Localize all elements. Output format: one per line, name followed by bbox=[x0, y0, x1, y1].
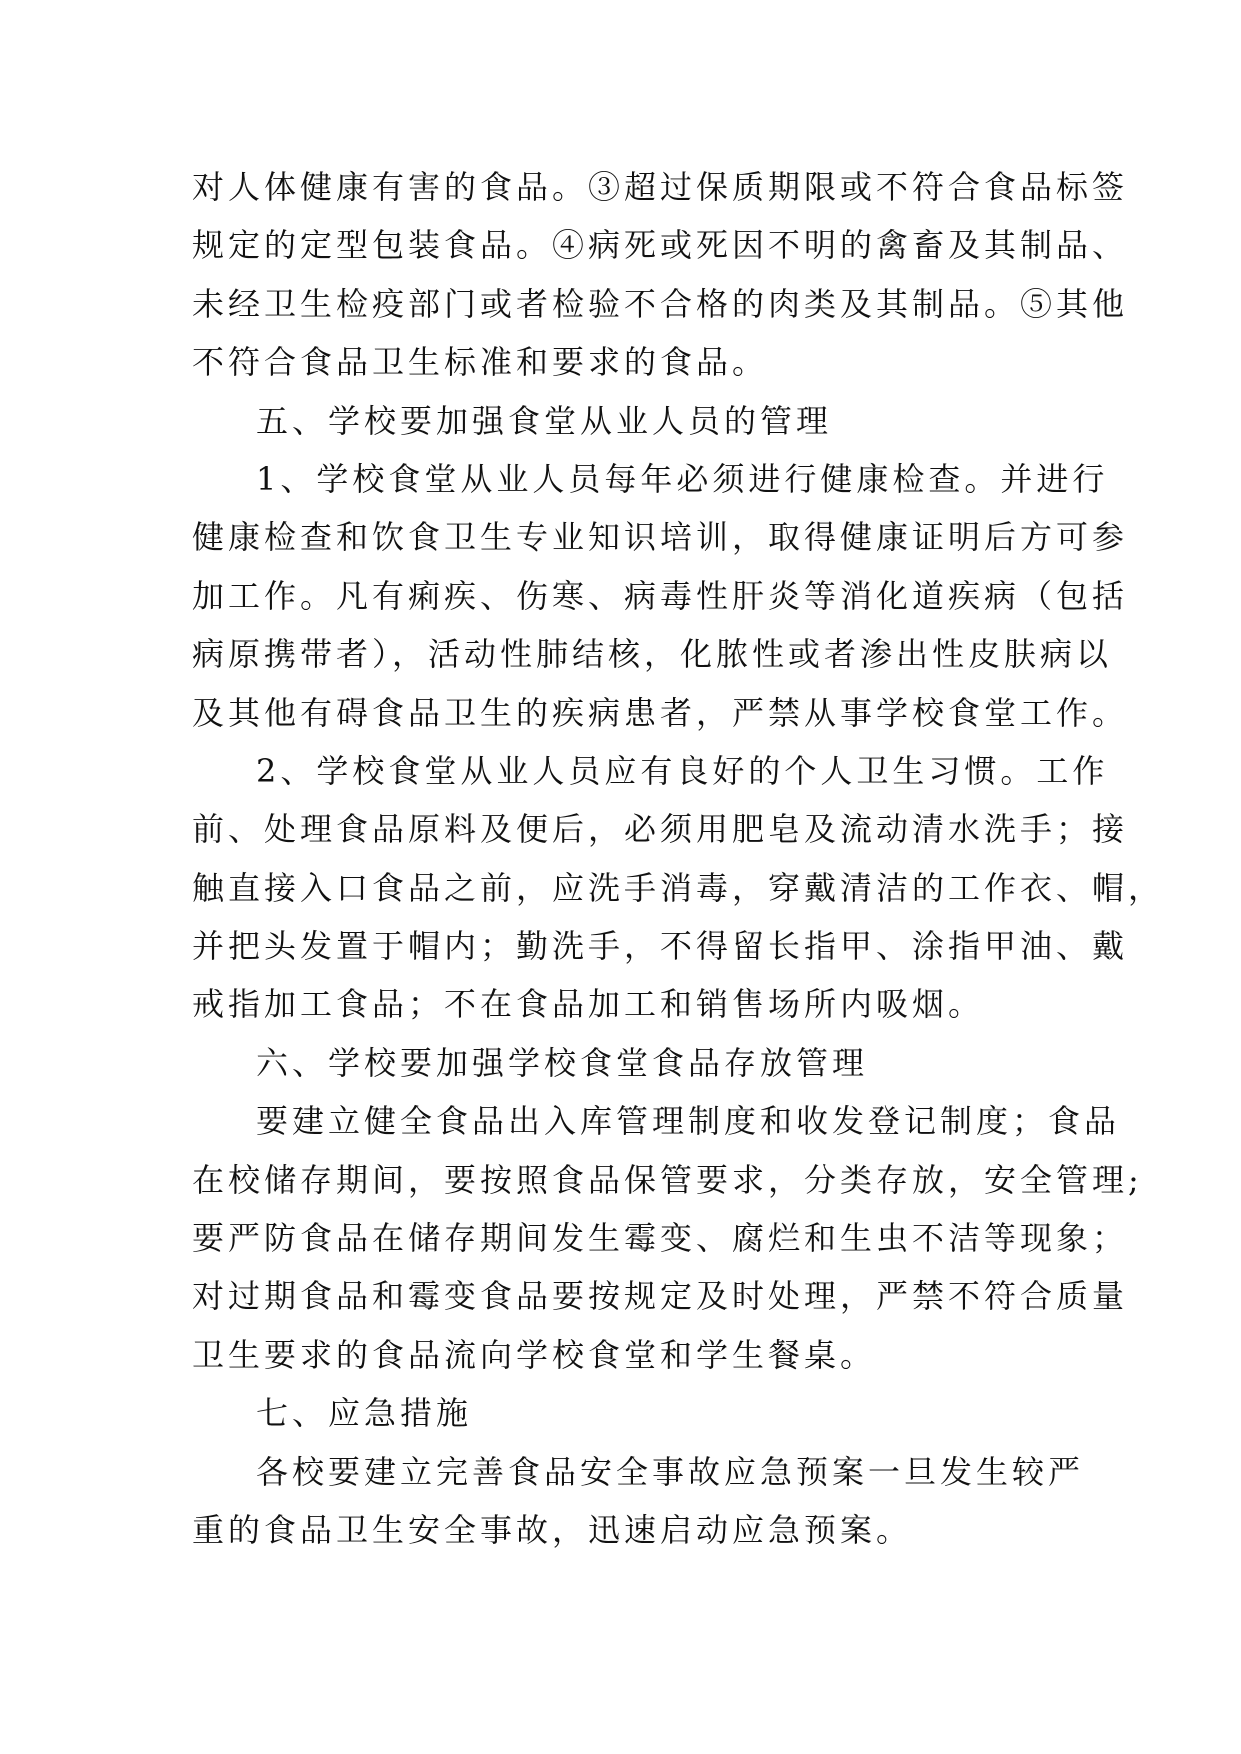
text-line: 病原携带者），活动性肺结核，化脓性或者渗出性皮肤病以 bbox=[192, 635, 1113, 674]
text-line: 重的食品卫生安全事故，迅速启动应急预案。 bbox=[192, 1510, 913, 1549]
text-line: 对过期食品和霉变食品要按规定及时处理，严禁不符合质量 bbox=[192, 1277, 1129, 1316]
section-heading: 六、学校要加强学校食堂食品存放管理 bbox=[256, 1043, 869, 1082]
text-line: 规定的定型包装食品。④病死或死因不明的禽畜及其制品、 bbox=[192, 226, 1129, 265]
text-line: 在校储存期间，要按照食品保管要求，分类存放，安全管理; bbox=[192, 1160, 1143, 1199]
text-line: 卫生要求的食品流向学校食堂和学生餐桌。 bbox=[192, 1335, 877, 1374]
text-line: 未经卫生检疫部门或者检验不合格的肉类及其制品。⑤其他 bbox=[192, 284, 1129, 323]
text-line: 要严防食品在储存期间发生霉变、腐烂和生虫不洁等现象； bbox=[192, 1219, 1129, 1258]
text-line: 前、处理食品原料及便后，必须用肥皂及流动清水洗手；接 bbox=[192, 810, 1129, 849]
text-line: 并把头发置于帽内；勤洗手，不得留长指甲、涂指甲油、戴 bbox=[192, 927, 1129, 966]
text-line: 2、学校食堂从业人员应有良好的个人卫生习惯。工作 bbox=[256, 751, 1109, 790]
document-body bbox=[192, 158, 1165, 1559]
section-heading: 五、学校要加强食堂从业人员的管理 bbox=[256, 401, 833, 440]
text-line: 各校要建立完善食品安全事故应急预案一旦发生较严 bbox=[256, 1452, 1085, 1491]
text-line: 戒指加工食品；不在食品加工和销售场所内吸烟。 bbox=[192, 985, 985, 1024]
text-line: 健康检查和饮食卫生专业知识培训，取得健康证明后方可参 bbox=[192, 518, 1129, 557]
text-line: 加工作。凡有痢疾、伤寒、病毒性肝炎等消化道疾病（包括 bbox=[192, 576, 1129, 615]
section-heading: 七、应急措施 bbox=[256, 1394, 473, 1433]
text-line: 1、学校食堂从业人员每年必须进行健康检查。并进行 bbox=[256, 459, 1109, 498]
text-line: 触直接入口食品之前，应洗手消毒，穿戴清洁的工作衣、帽， bbox=[192, 868, 1165, 907]
text-line: 对人体健康有害的食品。③超过保质期限或不符合食品标签 bbox=[192, 168, 1129, 206]
text-line: 不符合食品卫生标准和要求的食品。 bbox=[192, 343, 769, 382]
text-line: 要建立健全食品出入库管理制度和收发登记制度；食品 bbox=[256, 1102, 1121, 1141]
text-line: 及其他有碍食品卫生的疾病患者，严禁从事学校食堂工作。 bbox=[192, 693, 1129, 732]
